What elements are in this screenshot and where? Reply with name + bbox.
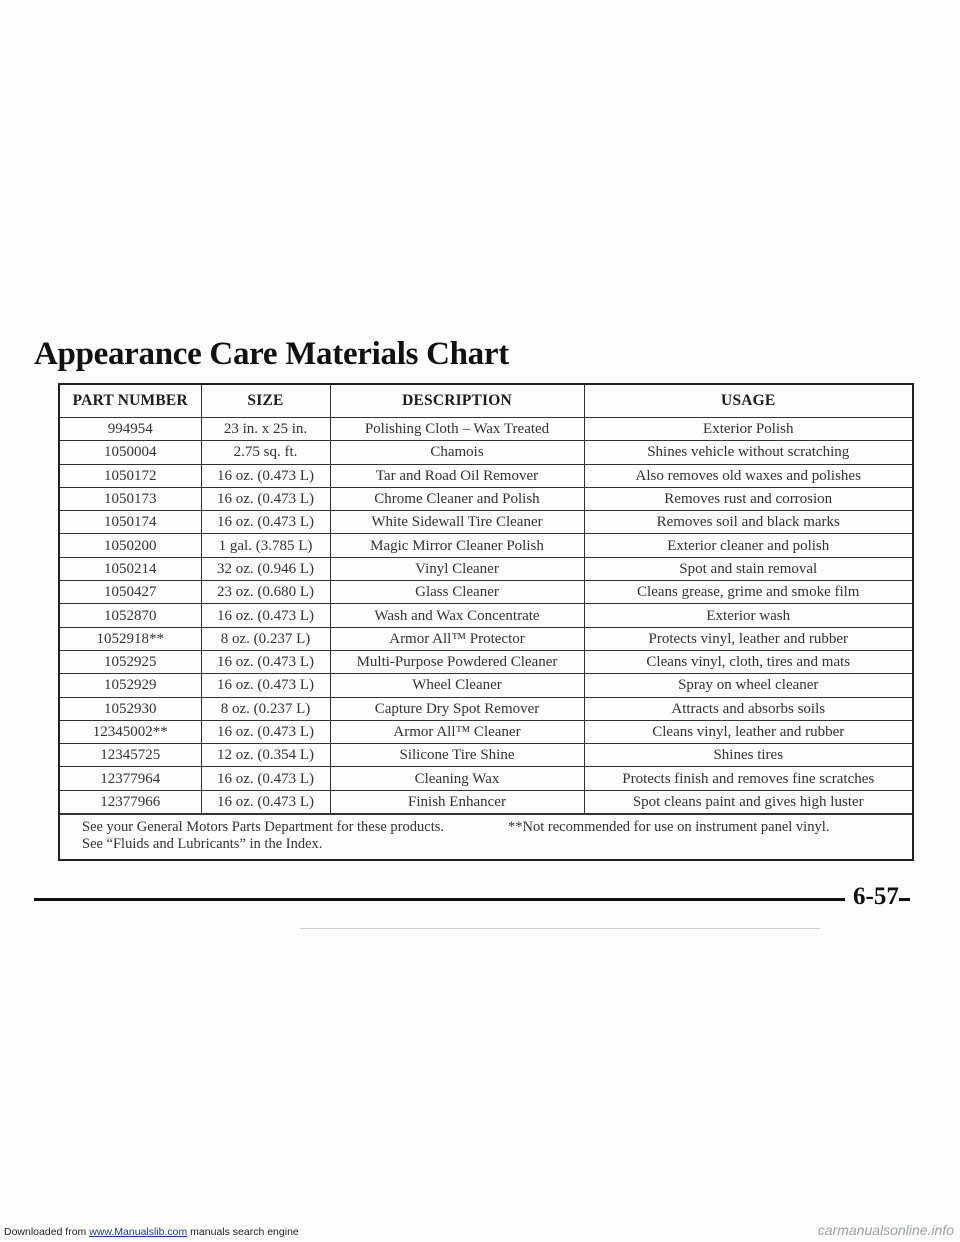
header-size: SIZE [201, 385, 330, 418]
cell-usage: Cleans vinyl, leather and rubber [584, 720, 912, 743]
cell-usage: Spot cleans paint and gives high luster [584, 790, 912, 813]
cell-usage: Shines vehicle without scratching [584, 441, 912, 464]
cell-part-number: 1050004 [60, 441, 201, 464]
cell-part-number: 12345725 [60, 744, 201, 767]
materials-table [60, 385, 912, 814]
cell-size: 8 oz. (0.237 L) [201, 627, 330, 650]
table-row [60, 697, 912, 720]
footer-prefix: Downloaded from [4, 1226, 90, 1238]
table-row [60, 557, 912, 580]
header-part-number: PART NUMBER [60, 385, 201, 418]
note-fluids-lubricants: See “Fluids and Lubricants” in the Index. [82, 836, 323, 853]
cell-part-number: 12377964 [60, 767, 201, 790]
cell-size: 2.75 sq. ft. [201, 441, 330, 464]
cell-size: 16 oz. (0.473 L) [201, 511, 330, 534]
footnote-vinyl: **Not recommended for use on instrument panel vinyl. [508, 819, 830, 836]
cell-description: Chrome Cleaner and Polish [330, 487, 584, 510]
table-row [60, 767, 912, 790]
table-row [60, 511, 912, 534]
cell-usage: Exterior Polish [584, 418, 912, 441]
cell-usage: Exterior wash [584, 604, 912, 627]
cell-size: 23 in. x 25 in. [201, 418, 330, 441]
cell-description: Chamois [330, 441, 584, 464]
cell-size: 1 gal. (3.785 L) [201, 534, 330, 557]
cell-description: Polishing Cloth – Wax Treated [330, 418, 584, 441]
cell-description: Multi-Purpose Powdered Cleaner [330, 650, 584, 673]
page-number: 6-57 [845, 883, 899, 911]
manualslib-link[interactable]: www.Manualslib.com [89, 1226, 188, 1238]
download-footer [4, 1226, 299, 1238]
table-row [60, 464, 912, 487]
faint-rule [300, 928, 820, 929]
watermark: carmanualsonline.info [817, 1222, 954, 1238]
cell-description: Finish Enhancer [330, 790, 584, 813]
cell-usage: Shines tires [584, 744, 912, 767]
table-row [60, 441, 912, 464]
cell-size: 16 oz. (0.473 L) [201, 650, 330, 673]
cell-usage: Also removes old waxes and polishes [584, 464, 912, 487]
cell-description: Armor All™ Cleaner [330, 720, 584, 743]
cell-description: Silicone Tire Shine [330, 744, 584, 767]
table-header-row [60, 385, 912, 418]
table-row [60, 418, 912, 441]
cell-description: Cleaning Wax [330, 767, 584, 790]
cell-part-number: 1052929 [60, 674, 201, 697]
footer-suffix: manuals search engine [187, 1226, 299, 1238]
cell-usage: Protects finish and removes fine scratches [584, 767, 912, 790]
cell-part-number: 1050172 [60, 464, 201, 487]
note-parts-department: See your General Motors Parts Department for these products. [82, 819, 444, 836]
cell-description: Glass Cleaner [330, 581, 584, 604]
cell-usage: Cleans grease, grime and smoke film [584, 581, 912, 604]
table-row [60, 744, 912, 767]
cell-part-number: 1052870 [60, 604, 201, 627]
cell-part-number: 994954 [60, 418, 201, 441]
cell-part-number: 1052930 [60, 697, 201, 720]
page-title: Appearance Care Materials Chart [34, 336, 509, 372]
table-row [60, 487, 912, 510]
cell-size: 16 oz. (0.473 L) [201, 720, 330, 743]
chart-notes [60, 814, 912, 859]
cell-usage: Spray on wheel cleaner [584, 674, 912, 697]
cell-usage: Removes rust and corrosion [584, 487, 912, 510]
cell-usage: Removes soil and black marks [584, 511, 912, 534]
table-row [60, 650, 912, 673]
cell-size: 16 oz. (0.473 L) [201, 767, 330, 790]
cell-usage: Exterior cleaner and polish [584, 534, 912, 557]
header-usage: USAGE [584, 385, 912, 418]
cell-size: 16 oz. (0.473 L) [201, 604, 330, 627]
cell-description: Armor All™ Protector [330, 627, 584, 650]
cell-part-number: 12345002** [60, 720, 201, 743]
cell-part-number: 1050173 [60, 487, 201, 510]
table-row [60, 790, 912, 813]
cell-part-number: 1050214 [60, 557, 201, 580]
cell-part-number: 1052925 [60, 650, 201, 673]
footer-rule [34, 898, 910, 901]
cell-usage: Attracts and absorbs soils [584, 697, 912, 720]
table-row [60, 674, 912, 697]
table-row [60, 534, 912, 557]
table-row [60, 581, 912, 604]
cell-size: 8 oz. (0.237 L) [201, 697, 330, 720]
cell-size: 32 oz. (0.946 L) [201, 557, 330, 580]
cell-description: Capture Dry Spot Remover [330, 697, 584, 720]
cell-size: 16 oz. (0.473 L) [201, 464, 330, 487]
cell-description: Wash and Wax Concentrate [330, 604, 584, 627]
cell-part-number: 1050200 [60, 534, 201, 557]
cell-size: 12 oz. (0.354 L) [201, 744, 330, 767]
cell-size: 16 oz. (0.473 L) [201, 487, 330, 510]
table-row [60, 720, 912, 743]
cell-usage: Spot and stain removal [584, 557, 912, 580]
cell-usage: Protects vinyl, leather and rubber [584, 627, 912, 650]
cell-description: White Sidewall Tire Cleaner [330, 511, 584, 534]
cell-description: Wheel Cleaner [330, 674, 584, 697]
cell-description: Tar and Road Oil Remover [330, 464, 584, 487]
header-description: DESCRIPTION [330, 385, 584, 418]
cell-description: Vinyl Cleaner [330, 557, 584, 580]
cell-description: Magic Mirror Cleaner Polish [330, 534, 584, 557]
materials-chart [58, 383, 914, 861]
cell-size: 16 oz. (0.473 L) [201, 674, 330, 697]
cell-size: 23 oz. (0.680 L) [201, 581, 330, 604]
cell-part-number: 12377966 [60, 790, 201, 813]
table-row [60, 604, 912, 627]
cell-usage: Cleans vinyl, cloth, tires and mats [584, 650, 912, 673]
cell-size: 16 oz. (0.473 L) [201, 790, 330, 813]
cell-part-number: 1050174 [60, 511, 201, 534]
cell-part-number: 1052918** [60, 627, 201, 650]
table-row [60, 627, 912, 650]
cell-part-number: 1050427 [60, 581, 201, 604]
